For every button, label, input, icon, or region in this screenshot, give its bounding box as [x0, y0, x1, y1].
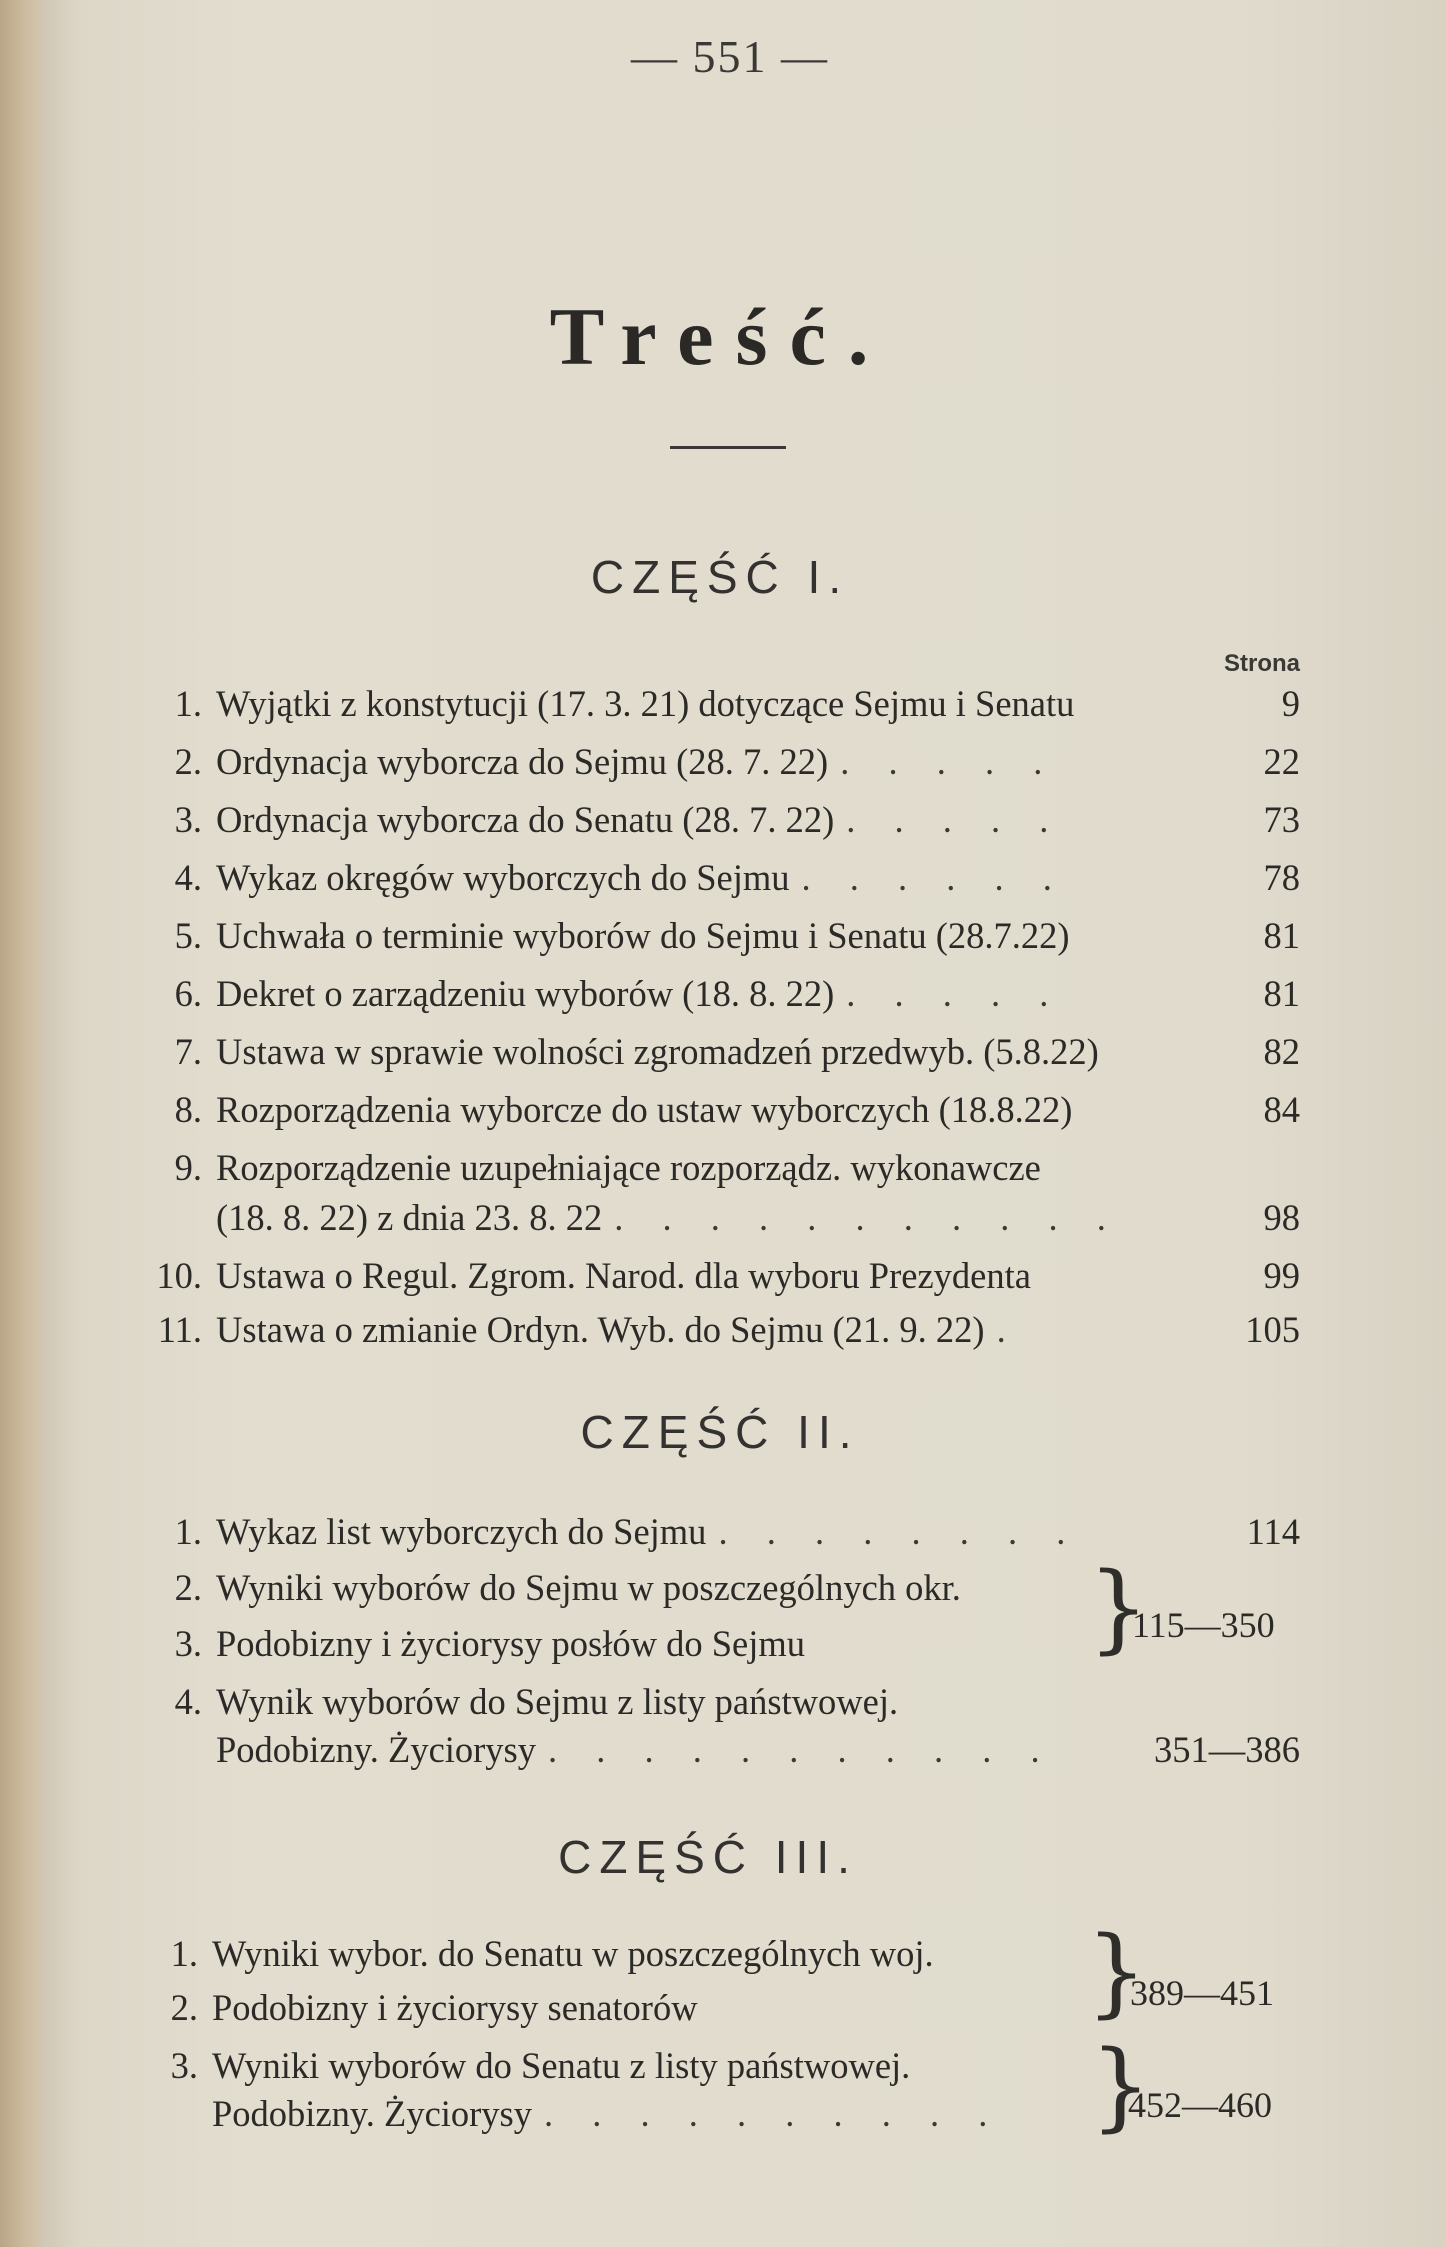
entry-number: 11.	[157, 1309, 202, 1350]
entry-title: Ustawa w sprawie wolności zgromadzeń przedwyb. (5.8.22)	[216, 1031, 1099, 1072]
entry-page: 105	[1245, 1309, 1300, 1350]
entry-page: 351—386	[1154, 1729, 1300, 1770]
leader-dots: . . . . . . . .	[718, 1511, 1081, 1552]
entry-page: 9	[1281, 683, 1300, 724]
book-spine-edge	[0, 0, 40, 2247]
entry-number: 3.	[170, 2045, 198, 2086]
entry-number: 4.	[174, 1681, 202, 1722]
toc-entry	[140, 1508, 1300, 1556]
entry-title: Wykaz okręgów wyborczych do Sejmu	[216, 857, 790, 898]
toc-entry-continuation	[136, 2090, 1098, 2138]
part-3-heading: CZĘŚĆ III.	[558, 1831, 858, 1883]
entry-title: Ustawa o Regul. Zgrom. Narod. dla wyboru Prezydenta	[216, 1255, 1031, 1296]
entry-number: 4.	[174, 857, 202, 898]
entry-title: Rozporządzenie uzupełniające rozporządz. wykonawcze	[216, 1147, 1041, 1188]
entry-number: 2.	[170, 1987, 198, 2028]
toc-entry	[140, 1086, 1300, 1134]
entry-number: 5.	[174, 915, 202, 956]
entry-title: Podobizny. Życiorysy	[212, 2093, 533, 2134]
entry-title: Ordynacja wyborcza do Sejmu (28. 7. 22)	[216, 741, 829, 782]
entry-number: 10.	[156, 1255, 202, 1296]
leader-dots: . . . . .	[846, 973, 1064, 1014]
toc-entry	[140, 854, 1300, 902]
title-divider	[670, 446, 786, 449]
entry-number: 1.	[174, 683, 202, 724]
leader-dots: . . . . . . . . . . .	[548, 1729, 1055, 1770]
entry-page: 22	[1263, 741, 1300, 782]
right-brace: }	[1086, 1916, 1148, 2028]
leader-dots: .	[996, 1309, 1021, 1350]
entry-page: 73	[1263, 799, 1300, 840]
grouped-page-range: 115—350	[1132, 1605, 1275, 1645]
entry-number: 1.	[174, 1511, 202, 1552]
entry-title: Rozporządzenia wyborcze do ustaw wyborczych (18.8.22)	[216, 1089, 1073, 1130]
entry-page: 84	[1263, 1089, 1300, 1130]
toc-entry	[136, 2042, 1086, 2090]
toc-entry	[136, 1984, 1086, 2032]
entry-title: Wyjątki z konstytucji (17. 3. 21) dotyczące Sejmu i Senatu	[216, 683, 1075, 724]
toc-entry	[136, 1930, 1086, 1978]
entry-number: 1.	[170, 1933, 198, 1974]
entry-title: Podobizny i życiorysy senatorów	[212, 1987, 698, 2028]
entry-number: 3.	[174, 1623, 202, 1664]
leader-dots: . . . . .	[840, 741, 1058, 782]
entry-page: 78	[1263, 857, 1300, 898]
leader-dots: . . . . .	[846, 799, 1064, 840]
column-header-page: Strona	[1223, 650, 1300, 677]
toc-entry	[140, 1144, 1300, 1192]
toc-entry	[140, 912, 1300, 960]
entry-title: Ustawa o zmianie Ordyn. Wyb. do Sejmu (21. 9. 22)	[216, 1309, 985, 1350]
entry-title: Wyniki wyborów do Sejmu w poszczególnych okr.	[216, 1567, 961, 1608]
toc-entry	[140, 1252, 1300, 1300]
toc-entry	[140, 1620, 1090, 1668]
entry-page: 98	[1263, 1197, 1300, 1238]
entry-page: 82	[1263, 1031, 1300, 1072]
entry-number: 9.	[174, 1147, 202, 1188]
toc-entry	[140, 738, 1300, 786]
entry-title: Ordynacja wyborcza do Senatu (28. 7. 22)	[216, 799, 835, 840]
entry-title: (18. 8. 22) z dnia 23. 8. 22	[216, 1197, 603, 1238]
leader-dots: . . . . . . . . . .	[544, 2093, 1003, 2134]
entry-title: Uchwała o terminie wyborów do Sejmu i Senatu (28.7.22)	[216, 915, 1070, 956]
part-1-heading: CZĘŚĆ I.	[590, 551, 850, 603]
toc-entry	[140, 970, 1300, 1018]
entry-title: Podobizny. Życiorysy	[216, 1729, 537, 1770]
entry-number: 2.	[174, 1567, 202, 1608]
part-2-heading: CZĘŚĆ II.	[580, 1406, 860, 1458]
grouped-page-range: 389—451	[1130, 1973, 1274, 2013]
right-brace: }	[1090, 2030, 1152, 2142]
page-title: Treść.	[549, 291, 891, 382]
entry-page: 81	[1263, 973, 1300, 1014]
entry-page: 114	[1246, 1511, 1300, 1552]
right-brace: }	[1088, 1552, 1150, 1664]
entry-page: 99	[1263, 1255, 1300, 1296]
entry-page: 81	[1263, 915, 1300, 956]
entry-number: 6.	[174, 973, 202, 1014]
entry-title: Wykaz list wyborczych do Sejmu	[216, 1511, 707, 1552]
toc-entry-continuation	[140, 1194, 1300, 1242]
toc-entry	[140, 1306, 1300, 1354]
leader-dots: . . . . . .	[801, 857, 1067, 898]
entry-title: Dekret o zarządzeniu wyborów (18. 8. 22)	[216, 973, 835, 1014]
entry-number: 7.	[174, 1031, 202, 1072]
entry-title: Wynik wyborów do Sejmu z listy państwowej.	[216, 1681, 899, 1722]
toc-entry	[140, 680, 1300, 728]
entry-number: 2.	[174, 741, 202, 782]
toc-entry	[140, 1564, 1090, 1612]
toc-entry	[140, 1028, 1300, 1076]
entry-title: Podobizny i życiorysy posłów do Sejmu	[216, 1623, 806, 1664]
entry-title: Wyniki wyborów do Senatu z listy państwowej.	[212, 2045, 911, 2086]
leader-dots: . . . . . . . . . . .	[614, 1197, 1121, 1238]
entry-title: Wyniki wybor. do Senatu w poszczególnych woj.	[212, 1933, 934, 1974]
toc-entry	[140, 1678, 1300, 1726]
grouped-page-range: 452—460	[1128, 2085, 1272, 2125]
page-number: — 551 —	[631, 31, 829, 82]
entry-number: 3.	[174, 799, 202, 840]
toc-entry-continuation	[140, 1726, 1300, 1774]
toc-entry	[140, 796, 1300, 844]
entry-number: 8.	[174, 1089, 202, 1130]
